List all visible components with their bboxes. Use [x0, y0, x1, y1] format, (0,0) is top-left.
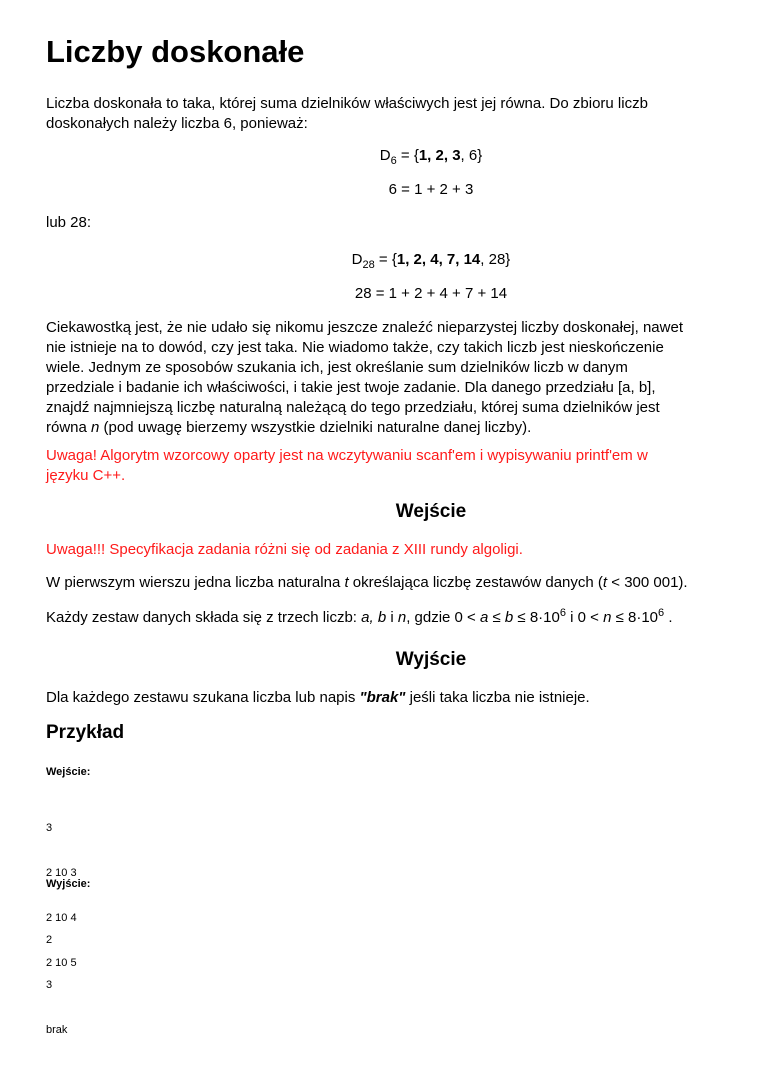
task-paragraph: Ciekawostką jest, że nie udało się nikomu jeszcze znaleźć nieparzystej liczby doskonałej, nawet nie istnieje na to dowód, czy jest taka. Nie wiadomo także, czy takich liczb jest nieskończenie wiele. Jednym ze sposobów szukania ich, jest określanie sum dzielników liczb w danym przedziale i badanie ich właściwości, i takie jest twoje zadanie. Dla danego przedziału [a, b], znajdź najmniejszą liczbę naturalną należącą do tego przedziału, której suma dzielników jest równa n (pod uwagę bierzemy wszystkie dzielniki naturalne danej liczby). — [46, 319, 683, 436]
example-input-line: 2 10 5 — [46, 957, 77, 969]
intro-line: Liczba doskonała to taka, której suma dzielników właściwych jest jej równa. Do zbioru liczb — [46, 95, 648, 112]
example-output-line: brak — [46, 1024, 68, 1036]
output-heading: Wyjście — [395, 649, 467, 670]
spec-warning: Uwaga!!! Specyfikacja zadania różni się od zadania z XIII rundy algoligi. — [46, 541, 523, 558]
divisor-set-28: $D_{28} = \{1$, 2, 4, 7, 14, 28} — [351, 251, 511, 271]
example-output-line: 3 — [46, 979, 53, 991]
example-output-line: 2 — [46, 934, 53, 946]
example-input-line: 2 10 4 — [46, 912, 77, 924]
page-title: Liczby doskonałe — [46, 34, 305, 69]
or-label: lub 28: — [46, 214, 92, 231]
example-output-label: Wyjście: — [46, 878, 91, 890]
sum-equation-6: 6 = 1 + 2 + 3 — [388, 181, 474, 198]
intro-line: doskonałych należy liczba 6, ponieważ: — [46, 115, 308, 132]
sum-equation-28: 28 = 1 + 2 + 4 + 7 + 14 — [354, 285, 508, 302]
example-input-line: 3 — [46, 822, 53, 834]
divisor-set-6: $D_6 = \{1$, 2, 3, 6} — [379, 147, 483, 167]
intro-paragraph — [46, 94, 736, 134]
input-line-1: W pierwszym wierszu jedna liczba naturalna t określająca liczbę zestawów danych (t < 300 001). — [46, 574, 688, 591]
example-input-line: 2 10 3 — [46, 867, 77, 879]
example-heading: Przykład — [46, 722, 125, 743]
output-description: Dla każdego zestawu szukana liczba lub napis "brak" jeśli taka liczba nie istnieje. — [46, 689, 590, 706]
example-input-label: Wejście: — [46, 766, 91, 778]
example-output-block — [46, 903, 67, 1068]
input-heading: Wejście — [395, 501, 467, 522]
input-line-2: Każdy zestaw danych składa się z trzech liczb: a, b i n, gdzie $0 < a \le b \le 8\cdot 10^6$ i $0 < n \le 8\cdot 10^6$ . — [46, 607, 673, 626]
algorithm-warning: Uwaga! Algorytm wzorcowy oparty jest na wczytywaniu scanf'em i wypisywaniu printf'em w języku C++. — [46, 447, 648, 484]
